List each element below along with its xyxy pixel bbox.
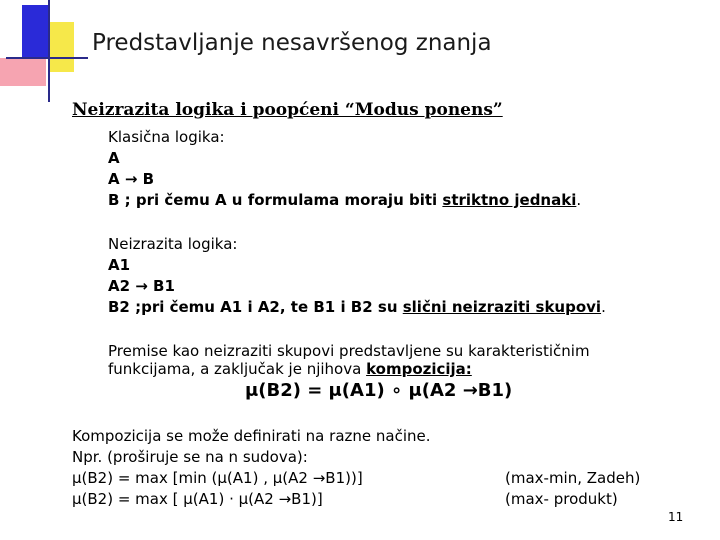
fuzzy-label: Neizrazita logika: — [108, 235, 238, 253]
classic-emphasis: striktno jednaki — [442, 191, 577, 209]
composition-note-3: (max-min, Zadeh) — [505, 469, 641, 487]
composition-note-4: (max- produkt) — [505, 490, 618, 508]
premise-line-1: Premise kao neizraziti skupovi predstavljene su karakterističnim — [108, 342, 590, 360]
premise-emphasis: kompozicija: — [366, 360, 472, 378]
classic-line-ab: A → B — [108, 170, 155, 188]
composition-line-4: μ(B2) = max [ μ(A1) · μ(A2 →B1)] — [72, 490, 323, 508]
fuzzy-emphasis: slični neizraziti skupovi — [402, 298, 602, 316]
classic-line-a: A — [108, 149, 120, 167]
fuzzy-line-b2-end: . — [601, 298, 606, 316]
decor-vertical-line — [48, 0, 50, 102]
decor-yellow-square — [48, 22, 74, 72]
decor-pink-square — [0, 58, 46, 86]
classic-label: Klasična logika: — [108, 128, 225, 146]
classic-line-b-end: . — [576, 191, 582, 209]
section-heading: Neizrazita logika i poopćeni “Modus ponens” — [72, 100, 503, 120]
page-number: 11 — [668, 510, 684, 524]
premise-line-2 — [108, 360, 472, 378]
composition-line-3: μ(B2) = max [min (μ(A1) , μ(A2 →B1))] — [72, 469, 363, 487]
composition-line-2: Npr. (proširuje se na n sudova): — [72, 448, 308, 466]
fuzzy-line-a1: A1 — [108, 256, 131, 274]
premise-line-2-start: funkcijama, a zaključak je njihova — [108, 360, 367, 378]
classic-line-b — [108, 191, 581, 209]
slide-title: Predstavljanje nesavršenog znanja — [92, 30, 492, 56]
fuzzy-line-b2-start: B2 ;pri čemu A1 i A2, te B1 i B2 su — [108, 298, 403, 316]
decor-blue-square — [22, 5, 50, 57]
fuzzy-line-b2 — [108, 298, 606, 316]
decor-horizontal-line — [6, 57, 88, 59]
composition-line-1: Kompozicija se može definirati na razne načine. — [72, 427, 431, 445]
classic-line-b-start: B ; pri čemu A u formulama moraju biti — [108, 191, 443, 209]
fuzzy-line-a2b1: A2 → B1 — [108, 277, 175, 295]
composition-formula: μ(B2) = μ(A1) ∘ μ(A2 →B1) — [245, 380, 513, 401]
